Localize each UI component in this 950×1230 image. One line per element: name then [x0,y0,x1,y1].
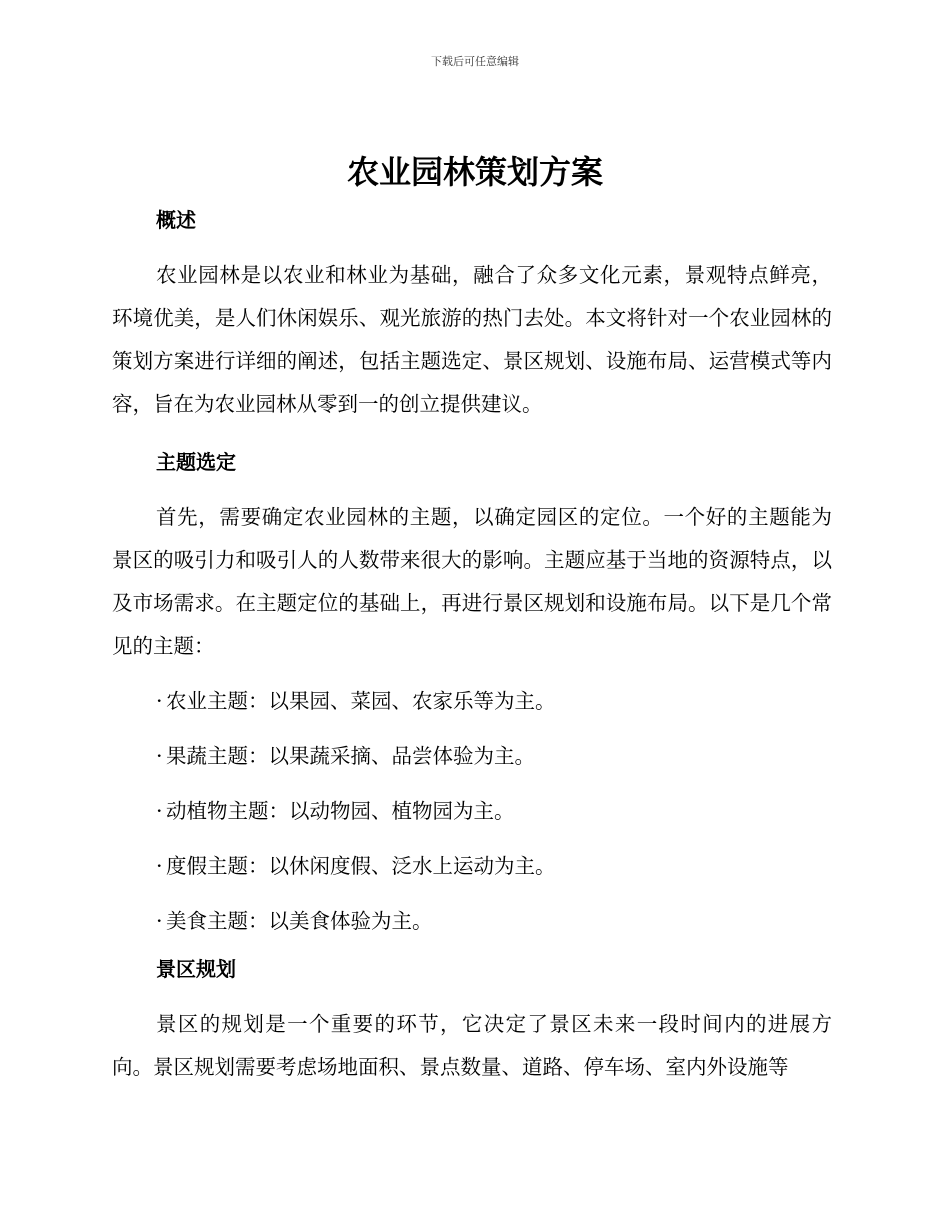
section-heading-planning: 景区规划 [156,957,236,981]
document-body [112,202,832,1089]
list-item [112,729,832,784]
planning-paragraph: 景区的规划是一个重要的环节，它决定了景区未来一段时间内的进展方向。景区规划需要考虑场地面积、景点数量、道路、停车场、室内外设施等 [112,1012,832,1079]
spacer [112,426,832,444]
list-item [112,839,832,894]
list-item-text: 度假主题：以休闲度假、泛水上运动为主。 [166,854,556,878]
list-item-text: 动植物主题：以动物园、植物园为主。 [166,799,515,823]
spacer [112,480,832,496]
bullet-dot: · [156,854,163,878]
spacer [112,238,832,254]
list-item-text: 农业主题：以果园、菜园、农家乐等为主。 [166,689,556,713]
theme-paragraph: 首先，需要确定农业园林的主题，以确定园区的定位。一个好的主题能为景区的吸引力和吸引人的人数带来很大的影响。主题应基于当地的资源特点，以及市场需求。在主题定位的基础上，再进行景区规划和设施布局。以下是几个常见的主题： [112,505,832,658]
bullet-dot: · [156,909,163,933]
header-note: 下载后可任意编辑 [431,55,519,68]
list-item-text: 美食主题：以美食体验为主。 [166,909,433,933]
bullet-dot: · [156,744,163,768]
overview-paragraph: 农业园林是以农业和林业为基础，融合了众多文化元素，景观特点鲜亮，环境优美，是人们休闲娱乐、观光旅游的热门去处。本文将针对一个农业园林的策划方案进行详细的阐述，包括主题选定、景区规划、设施布局、运营模式等内容，旨在为农业园林从零到一的创立提供建议。 [112,263,832,416]
list-item-text: 果蔬主题：以果蔬采摘、品尝体验为主。 [166,744,535,768]
section-heading-overview: 概述 [156,208,196,232]
list-item [112,674,832,729]
list-item [112,784,832,839]
theme-list [112,674,832,949]
spacer [112,987,832,1003]
section-heading-theme: 主题选定 [156,450,236,474]
bullet-dot: · [156,689,163,713]
list-item [112,894,832,949]
bullet-dot: · [156,799,163,823]
document-title: 农业园林策划方案 [346,153,603,191]
